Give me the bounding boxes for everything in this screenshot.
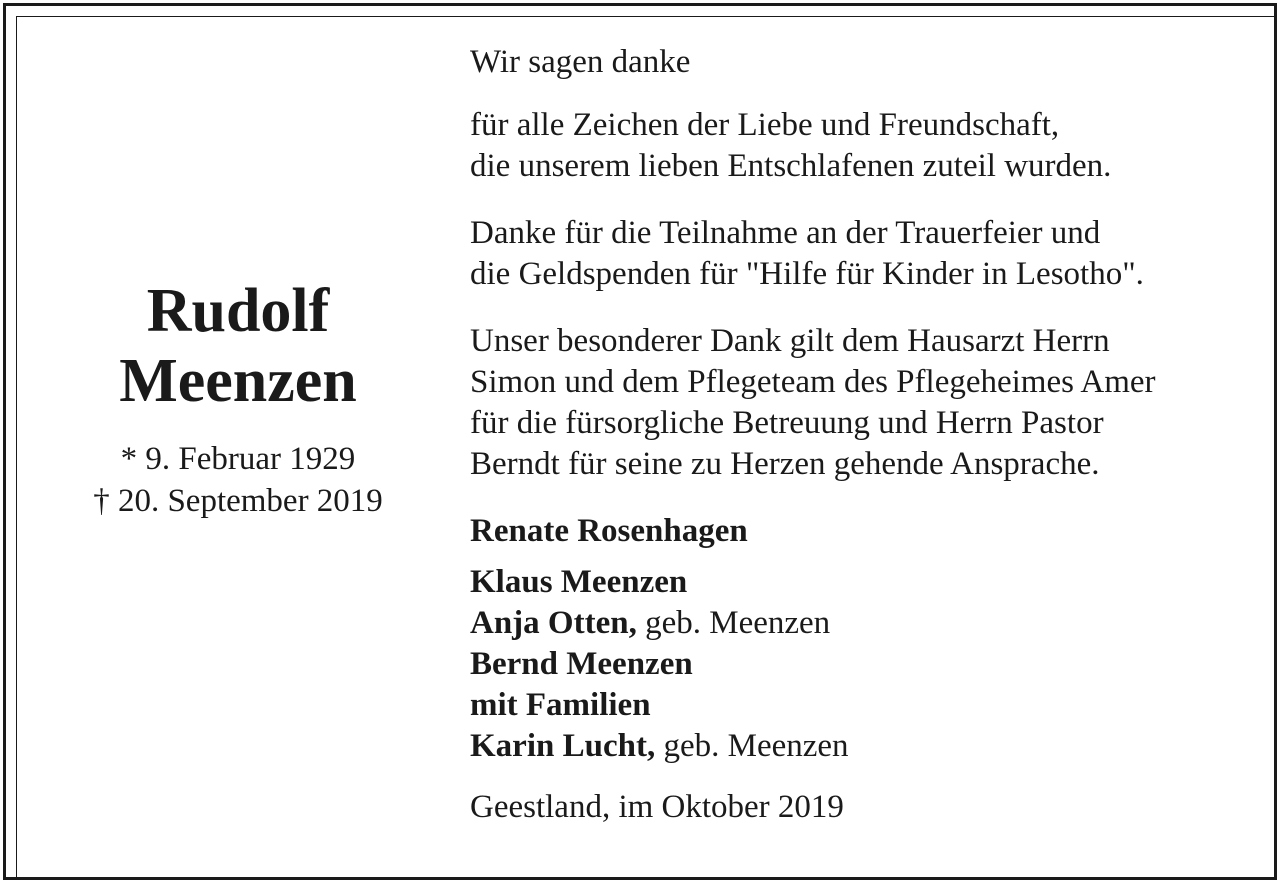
signatory-name: mit Familien	[470, 687, 651, 723]
signatory-line	[470, 644, 1250, 685]
paragraph-3	[470, 321, 1250, 485]
signatory-name: Bernd Meenzen	[470, 646, 693, 682]
paragraph-3-line: für die fürsorgliche Betreuung und Herrn Pastor	[470, 405, 1104, 441]
signatory-note: geb. Meenzen	[655, 728, 849, 764]
paragraph-2	[470, 213, 1250, 295]
signatory-name: Karin Lucht,	[470, 728, 656, 764]
signatory-line	[470, 603, 1250, 644]
deceased-first-name: Rudolf	[146, 277, 330, 345]
signatory-name: Anja Otten,	[470, 605, 637, 641]
paragraph-3-line: Berndt für seine zu Herzen gehende Ansprache.	[470, 446, 1100, 482]
message-block	[470, 42, 1250, 828]
deceased-last-name: Meenzen	[119, 347, 357, 415]
paragraph-3-line: Unser besonderer Dank gilt dem Hausarzt Herrn	[470, 323, 1110, 359]
birth-date: * 9. Februar 1929	[120, 441, 356, 477]
signatory-first-block	[470, 511, 1250, 552]
closing-place-date: Geestland, im Oktober 2019	[470, 789, 844, 825]
paragraph-2-line: die Geldspenden für "Hilfe für Kinder in Lesotho".	[470, 256, 1144, 292]
message-heading-block	[470, 42, 1250, 83]
paragraph-1-line: für alle Zeichen der Liebe und Freundschaft,	[470, 107, 1060, 143]
signatory-name: Renate Rosenhagen	[470, 513, 748, 549]
death-date: † 20. September 2019	[93, 483, 383, 519]
signatory-line	[470, 726, 1250, 767]
paragraph-2-line: Danke für die Teilnahme an der Trauerfeier und	[470, 215, 1101, 251]
life-dates	[60, 438, 416, 522]
paragraph-1-line: die unserem lieben Entschlafenen zuteil wurden.	[470, 148, 1112, 184]
message-heading: Wir sagen danke	[470, 44, 691, 80]
paragraph-1	[470, 105, 1250, 187]
signatory-note: geb. Meenzen	[636, 605, 831, 641]
deceased-block	[60, 276, 416, 522]
signatory-line	[470, 685, 1250, 726]
signatory-line	[470, 562, 1250, 603]
paragraph-3-line: Simon und dem Pflegeteam des Pflegeheimes Amer	[470, 364, 1156, 400]
signatory-group	[470, 562, 1250, 767]
signatory-name: Klaus Meenzen	[470, 564, 688, 600]
